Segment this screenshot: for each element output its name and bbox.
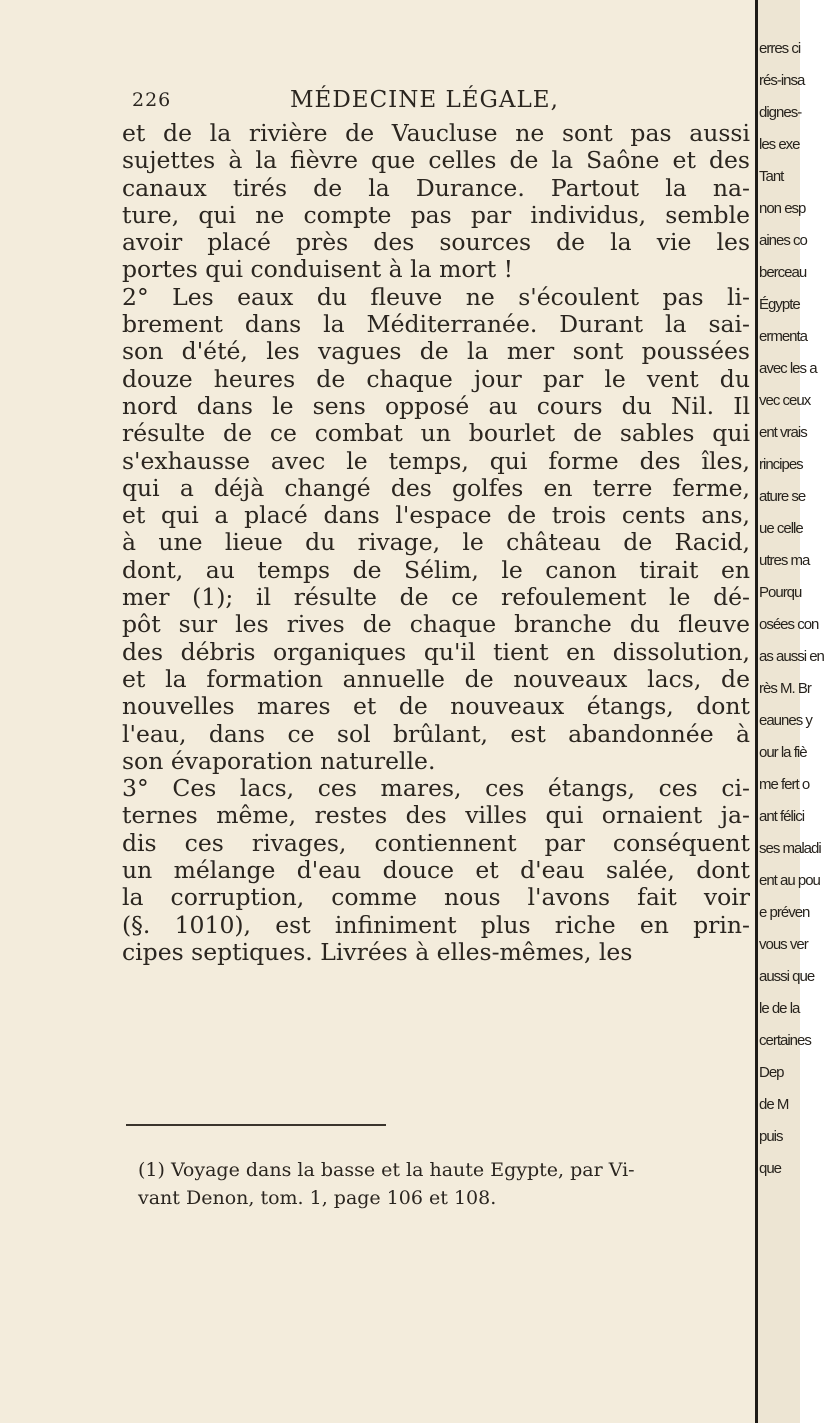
margin-fragment: avec les a [759,360,817,377]
adjacent-page-edge [755,0,824,1423]
margin-fragment: ent vrais [759,424,807,441]
margin-fragment: que [759,1160,782,1177]
running-title: MÉDECINE LÉGALE, [290,87,559,113]
text-line: nouvelles mares et de nouveaux étangs, dont [122,692,750,721]
margin-fragment: our la fiè [759,744,807,761]
text-line: pôt sur les rives de chaque branche du fleuve [122,610,750,639]
main-text [122,80,750,966]
text-line: des débris organiques qu'il tient en dissolution, [122,637,750,666]
margin-fragment: rincipes [759,456,803,473]
text-line: 2° Les eaux du fleuve ne s'écoulent pas li- [122,282,750,311]
margin-fragment: osées con [759,616,819,633]
page-header [122,80,750,120]
text-line: douze heures de chaque jour par le vent du [122,364,750,393]
text-line: s'exhausse avec le temps, qui forme des îles, [122,446,750,475]
text-line: cipes septiques. Livrées à elles-mêmes, les [122,937,633,966]
text-line: l'eau, dans ce sol brûlant, est abandonnée à [122,719,750,748]
footnote-rule [126,1124,386,1126]
text-line: son évaporation naturelle. [122,746,436,775]
margin-fragment: de M [759,1096,789,1113]
margin-fragment: dignes- [759,104,802,121]
margin-fragment: erres ci [759,40,801,57]
text-line: et de la rivière de Vaucluse ne sont pas aussi [122,119,750,147]
page-edge-shadow [755,0,758,1423]
text-line: 3° Ces lacs, ces mares, ces étangs, ces ci- [122,774,750,803]
margin-fragment: utres ma [759,552,810,569]
text-line: portes qui conduisent à la mort ! [122,255,514,284]
margin-fragment: as aussi en [759,648,824,665]
margin-fragment: ant félici [759,808,805,825]
text-line: un mélange d'eau douce et d'eau salée, dont [122,856,750,885]
body-text [122,120,750,966]
margin-fragment: e préven [759,904,810,921]
text-line: sujettes à la fièvre que celles de la Saône et des [122,146,750,175]
margin-fragment: ermenta [759,328,808,345]
margin-fragment: non esp [759,200,806,217]
margin-fragment: certaines [759,1032,811,1049]
margin-fragment: le de la [759,1000,800,1017]
text-line: nord dans le sens opposé au cours du Nil. Il [122,391,750,420]
margin-fragment: ses maladi [759,840,821,857]
margin-fragment: les exe [759,136,800,153]
margin-fragment: ature se [759,488,806,505]
margin-fragment: ent au pou [759,872,820,889]
margin-fragment: vous ver [759,936,808,953]
text-line: brement dans la Méditerranée. Durant la sai- [122,310,750,339]
margin-fragment: rés-insa [759,72,805,89]
footnote-line: vant Denon, tom. 1, page 106 et 108. [138,1187,497,1209]
margin-fragment: ue celle [759,520,803,537]
text-line: ture, qui ne compte pas par individus, semble [122,200,750,229]
margin-fragment: Tant [759,168,784,185]
text-line: dis ces rivages, contiennent par conséquent [122,828,750,857]
text-line: et qui a placé dans l'espace de trois cents ans, [122,501,750,530]
footnote [138,1156,738,1212]
text-line: ternes même, restes des villes qui ornaient ja- [122,801,750,830]
text-line: (§. 1010), est infiniment plus riche en prin- [122,910,750,939]
margin-fragment: eaunes y [759,712,812,729]
margin-fragment: puis [759,1128,783,1145]
margin-fragment: Pourqu [759,584,802,601]
margin-fragment: aussi que [759,968,815,985]
margin-fragment: Égypte [759,296,800,313]
margin-fragment: rès M. Br [759,680,811,697]
text-line: et la formation annuelle de nouveaux lacs, de [122,664,750,693]
text-line: qui a déjà changé des golfes en terre ferme, [122,473,750,502]
margin-fragment: me fert o [759,776,810,793]
text-line: dont, au temps de Sélim, le canon tirait en [122,555,750,584]
footnote-line: (1) Voyage dans la basse et la haute Egypte, par Vi- [138,1159,635,1181]
text-line: la corruption, comme nous l'avons fait voir [122,883,750,912]
text-line: canaux tirés de la Durance. Partout la na- [122,173,750,202]
margin-fragment: berceau [759,264,807,281]
page-number: 226 [132,89,172,111]
text-line: avoir placé près des sources de la vie les [122,228,750,257]
margin-fragment: aines co [759,232,807,249]
text-line: résulte de ce combat un bourlet de sables qui [122,419,750,448]
margin-fragment: Dep [759,1064,784,1081]
text-line: mer (1); il résulte de ce refoulement le dé- [122,583,750,612]
text-line: à une lieue du rivage, le château de Racid, [122,528,750,557]
margin-fragment: vec ceux [759,392,811,409]
text-line: son d'été, les vagues de la mer sont poussées [122,337,750,366]
